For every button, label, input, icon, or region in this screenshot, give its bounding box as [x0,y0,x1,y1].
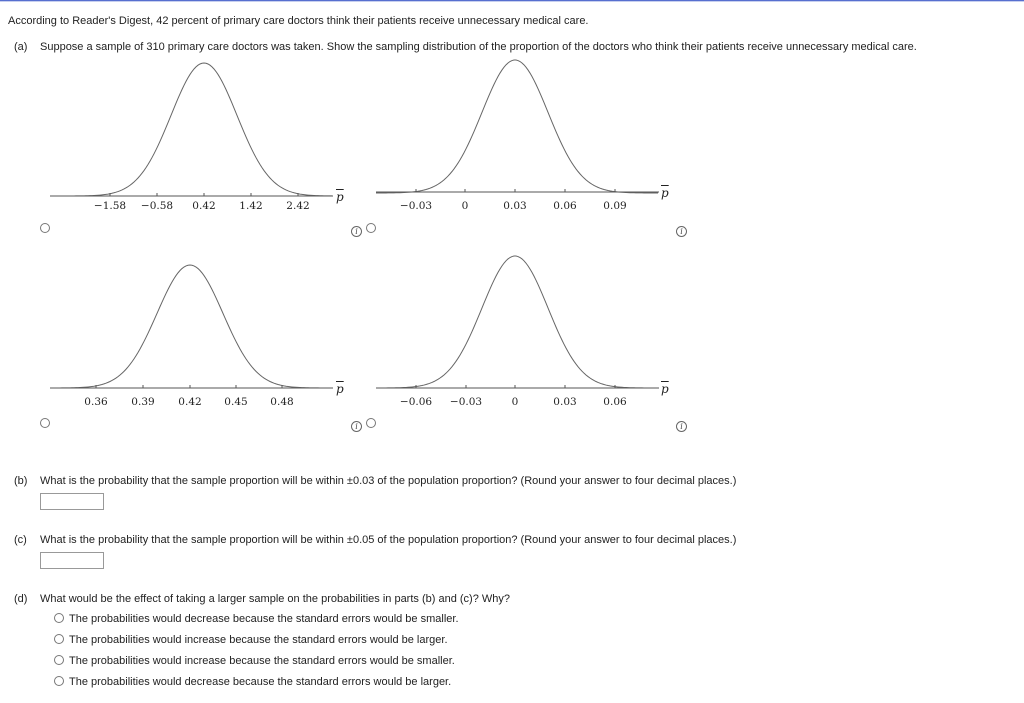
graph-2-axis-var: $\overline{p}$ [661,186,669,200]
graph-option-3-radio[interactable] [40,418,50,428]
graph-2-tick-label: 0.09 [603,200,627,212]
graph-1-tick-label: −1.58 [93,200,127,212]
graph-1-tick-label: 2.42 [286,200,310,212]
graph-1-svg [50,56,350,246]
part-a-tag: (a) [14,41,28,53]
info-icon[interactable]: i [676,421,687,432]
part-d-option-radio[interactable] [54,613,64,623]
graph-3-tick-label: 0.36 [84,396,108,408]
part-b-question [14,475,736,487]
top-clipped-strip [0,0,1024,4]
graph-4-tick-label: −0.03 [449,396,483,408]
graph-option-4-radio[interactable] [366,418,376,428]
graph-1-tick-label: 1.42 [239,200,263,212]
graph-1-curve [50,63,332,196]
graph-option-2 [376,56,676,246]
part-d-option-label: The probabilities would increase because the standard errors would be larger. [69,634,448,646]
info-icon[interactable]: i [351,421,362,432]
graph-3-tick-label: 0.45 [224,396,248,408]
graph-option-2-radio[interactable] [366,223,376,233]
graph-2-curve [376,60,658,193]
graph-2-tick-label: 0 [461,200,469,212]
graph-2-tick-label: 0.03 [503,200,527,212]
graph-4-tick-label: 0 [511,396,519,408]
graph-option-1-radio[interactable] [40,223,50,233]
graph-option-3 [50,252,350,442]
graph-option-4 [376,252,676,442]
graph-option-1 [50,56,350,246]
graph-3-tick-label: 0.39 [131,396,155,408]
part-c-text: What is the probability that the sample proportion will be within ±0.05 of the population proportion? (Round your answer to four decimal places.) [40,534,737,546]
graph-1-tick-label: −0.58 [140,200,174,212]
part-d-tag: (d) [14,593,28,605]
part-d-option-label: The probabilities would decrease because the standard errors would be larger. [69,676,452,688]
part-d-option[interactable] [54,676,451,690]
part-d-option[interactable] [54,634,448,648]
part-d-option[interactable] [54,613,459,627]
graph-3-svg [50,252,350,442]
info-icon[interactable]: i [676,226,687,237]
part-a-question [14,41,917,53]
graph-4-svg [376,252,676,442]
part-c-answer-input[interactable] [40,552,104,569]
graph-4-tick-label: 0.03 [553,396,577,408]
part-d-option[interactable] [54,655,455,669]
graph-1-axis-var: $\overline{p}$ [336,190,344,204]
graph-4-tick-label: 0.06 [603,396,627,408]
part-c-question [14,534,736,546]
graph-3-curve [50,265,332,388]
graph-3-tick-label: 0.48 [270,396,294,408]
part-d-option-radio[interactable] [54,655,64,665]
info-icon[interactable]: i [351,226,362,237]
graph-2-svg [376,56,676,246]
part-b-tag: (b) [14,475,28,487]
part-d-question [14,593,510,605]
part-d-option-radio[interactable] [54,634,64,644]
part-d-text: What would be the effect of taking a larger sample on the probabilities in parts (b) and (c)? Why? [40,593,510,605]
part-b-answer-input[interactable] [40,493,104,510]
graph-3-tick-label: 0.42 [178,396,202,408]
part-c-tag: (c) [14,534,27,546]
part-a-text: Suppose a sample of 310 primary care doctors was taken. Show the sampling distribution of the proportion of the doctors who think their patients receive unnecessary medical care. [40,41,917,53]
intro-text: According to Reader's Digest, 42 percent of primary care doctors think their patients receive unnecessary medical care. [8,15,589,27]
part-b-text: What is the probability that the sample proportion will be within ±0.03 of the population proportion? (Round your answer to four decimal places.) [40,475,737,487]
part-d-option-radio[interactable] [54,676,64,686]
graph-2-tick-label: 0.06 [553,200,577,212]
part-d-option-label: The probabilities would decrease because the standard errors would be smaller. [69,613,459,625]
graph-1-tick-label: 0.42 [192,200,216,212]
part-d-option-label: The probabilities would increase because the standard errors would be smaller. [69,655,455,667]
graph-3-axis-var: $\overline{p}$ [336,382,344,396]
graph-4-tick-label: −0.06 [399,396,433,408]
graph-4-curve [376,256,658,388]
graph-2-tick-label: −0.03 [399,200,433,212]
graph-4-axis-var: $\overline{p}$ [661,382,669,396]
